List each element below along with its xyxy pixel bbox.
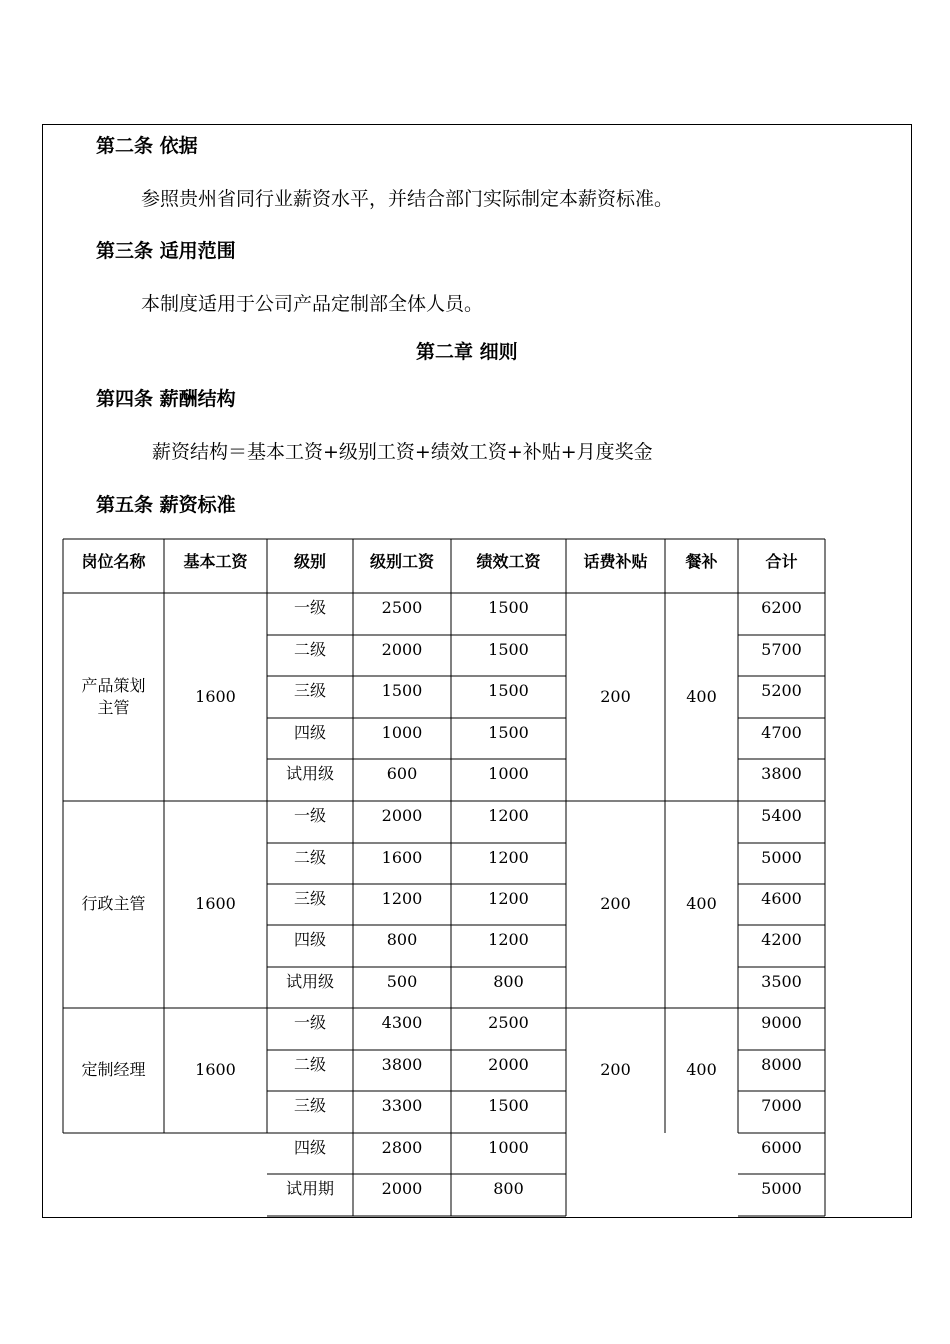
table-cell-total: 6000 [761,1138,802,1157]
table-cell-level-pay: 600 [386,764,418,783]
table-cell-perf: 1200 [488,889,529,908]
chapter-2-title: 第二章 细则 [416,341,518,363]
article-3-heading: 第三条 适用范围 [96,240,236,262]
table-cell-level: 二级 [293,640,326,659]
table-cell-level-pay: 2000 [381,640,423,659]
table-cell-level: 一级 [293,1013,326,1032]
table-cell-perf: 1200 [488,806,529,825]
table-cell-total: 5400 [761,806,802,825]
article-3-text: 本制度适用于公司产品定制部全体人员。 [141,293,484,315]
article-4-heading: 第四条 薪酬结构 [96,388,236,410]
table-cell-total: 6200 [761,598,802,617]
group-2-position: 行政主管 [81,894,146,914]
group-3-phone-allowance: 200 [600,1060,631,1080]
table-cell-level-pay: 2500 [381,598,423,617]
table-cell-level: 试用级 [285,764,334,783]
header-performance-salary: 绩效工资 [476,552,541,571]
table-cell-level-pay: 3800 [381,1055,423,1074]
table-cell-level: 一级 [293,598,326,617]
table-cell-level-pay: 1200 [381,889,423,908]
table-cell-total: 5000 [761,1179,802,1198]
header-level-salary: 级别工资 [369,552,434,571]
group-2-base-salary: 1600 [195,894,236,914]
table-cell-level-pay: 1500 [381,681,423,700]
table-cell-total: 5200 [761,681,802,700]
table-cell-perf: 2000 [488,1055,529,1074]
table-cell-level: 四级 [293,723,326,742]
table-cell-perf: 800 [493,972,524,991]
article-5-heading: 第五条 薪资标准 [96,494,236,516]
table-cell-level: 试用期 [285,1179,334,1198]
table-cell-perf: 1500 [488,681,529,700]
table-cell-level: 三级 [293,681,326,700]
table-cell-total: 4200 [761,930,802,949]
table-cell-level: 二级 [293,848,326,867]
group-3-base-salary: 1600 [195,1060,236,1080]
table-cell-total: 9000 [761,1013,802,1032]
group-3-meal-allowance: 400 [686,1060,717,1080]
table-cell-level-pay: 1600 [381,848,423,867]
header-meal-allowance: 餐补 [685,552,718,571]
group-3-position: 定制经理 [81,1060,146,1080]
table-cell-level-pay: 500 [386,972,418,991]
table-cell-perf: 1000 [488,764,529,783]
table-cell-level-pay: 1000 [381,723,423,742]
table-cell-total: 8000 [761,1055,802,1074]
table-cell-total: 3500 [761,972,802,991]
table-cell-level: 试用级 [285,972,334,991]
table-cell-total: 5000 [761,848,802,867]
table-cell-perf: 1000 [488,1138,529,1157]
table-cell-level-pay: 800 [386,930,418,949]
table-cell-perf: 1500 [488,598,529,617]
article-2-heading: 第二条 依据 [96,135,198,157]
table-cell-total: 3800 [761,764,802,783]
group-1-position-line1: 产品策划 [81,675,146,695]
table-cell-perf: 1500 [488,640,529,659]
article-2-text: 参照贵州省同行业薪资水平，并结合部门实际制定本薪资标准。 [141,188,674,210]
table-cell-level-pay: 4300 [381,1013,423,1032]
table-cell-perf: 1200 [488,930,529,949]
group-1-phone-allowance: 200 [600,686,631,706]
table-cell-level: 三级 [293,1096,326,1115]
header-base-salary: 基本工资 [183,552,248,571]
group-1-position-line2: 主管 [97,698,130,717]
table-cell-total: 4700 [761,723,802,742]
table-cell-perf: 2500 [488,1013,529,1032]
table-cell-level-pay: 3300 [381,1096,423,1115]
group-2-meal-allowance: 400 [686,894,717,914]
header-level: 级别 [293,552,326,571]
table-cell-total: 4600 [761,889,802,908]
table-cell-perf: 1500 [488,723,529,742]
header-total: 合计 [765,552,798,571]
header-phone-allowance: 话费补贴 [583,552,648,571]
salary-structure-formula: 薪资结构＝基本工资+级别工资+绩效工资+补贴+月度奖金 [152,441,653,463]
group-2-phone-allowance: 200 [600,894,631,914]
table-cell-level-pay: 2000 [381,806,423,825]
table-cell-level: 二级 [293,1055,326,1074]
table-cell-total: 5700 [761,640,802,659]
table-cell-perf: 800 [493,1179,524,1198]
group-1-position [63,593,164,801]
table-cell-level: 三级 [293,889,326,908]
table-cell-level: 一级 [293,806,326,825]
table-cell-total: 7000 [761,1096,802,1115]
table-cell-level-pay: 2800 [381,1138,423,1157]
table-cell-perf: 1500 [488,1096,529,1115]
header-position: 岗位名称 [81,552,146,571]
group-1-meal-allowance: 400 [686,686,717,706]
table-cell-level: 四级 [293,930,326,949]
table-cell-perf: 1200 [488,848,529,867]
table-cell-level: 四级 [293,1138,326,1157]
table-cell-level-pay: 2000 [381,1179,423,1198]
group-1-base-salary: 1600 [195,686,236,706]
